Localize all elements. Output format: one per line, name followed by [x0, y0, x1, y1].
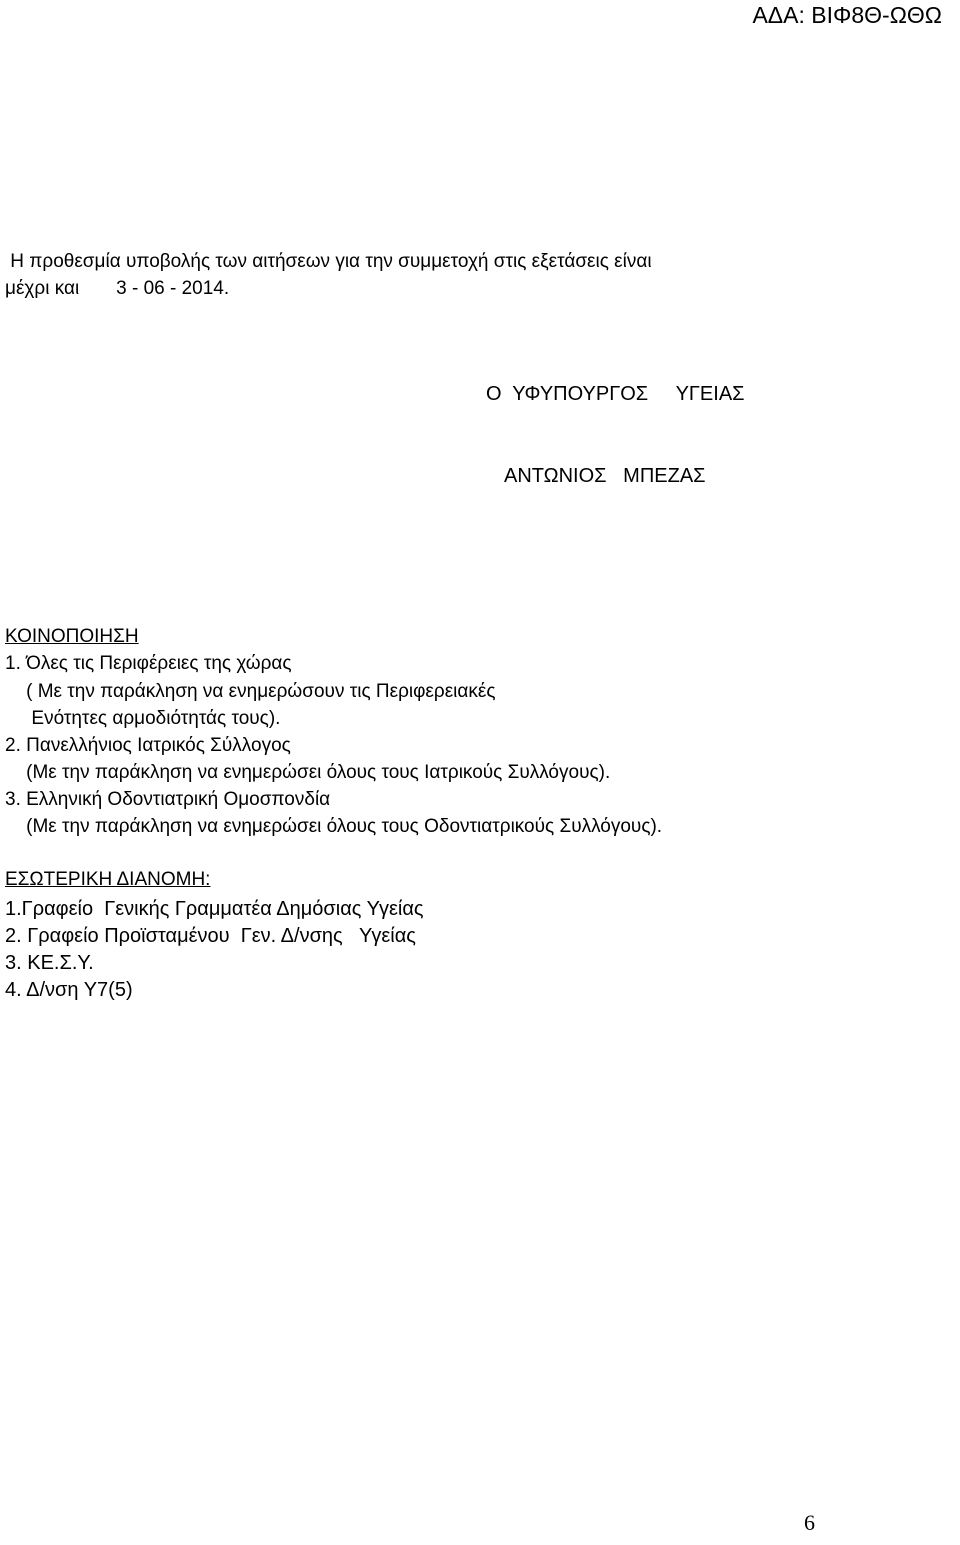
notification-heading: ΚΟΙΝΟΠΟΙΗΣΗ: [5, 626, 139, 647]
page-number: 6: [804, 1510, 815, 1535]
internal-distribution-heading: ΕΣΩΤΕΡΙΚΗ ΔΙΑΝΟΜΗ:: [5, 869, 211, 890]
notification-line: Ενότητες αρμοδιότητάς τους).: [5, 708, 281, 729]
deadline-line-1: Η προθεσμία υποβολής των αιτήσεων για την συμμετοχή στις εξετάσεις είναι: [5, 251, 652, 272]
distribution-line: 2. Γραφείο Προϊσταμένου Γεν. Δ/νσης Υγείας: [5, 925, 416, 947]
notification-line: 3. Ελληνική Οδοντιατρική Ομοσπονδία: [5, 789, 331, 810]
distribution-line: 1.Γραφείο Γενικής Γραμματέα Δημόσιας Υγείας: [5, 898, 424, 920]
distribution-line: 4. Δ/νση Υ7(5): [5, 979, 133, 1001]
notification-line: 1. Όλες τις Περιφέρειες της χώρας: [5, 653, 292, 674]
ada-code: ΑΔΑ: ΒΙΦ8Θ-ΩΘΩ: [752, 2, 942, 28]
notification-line: (Με την παράκληση να ενημερώσει όλους τους Οδοντιατρικούς Συλλόγους).: [5, 816, 663, 837]
signatory-name: ΑΝΤΩΝΙΟΣ ΜΠΕΖΑΣ: [504, 465, 706, 487]
distribution-line: 3. ΚΕ.Σ.Υ.: [5, 952, 94, 974]
notification-line: (Με την παράκληση να ενημερώσει όλους τους Ιατρικούς Συλλόγους).: [5, 762, 611, 783]
deadline-line-2: μέχρι και 3 - 06 - 2014.: [5, 278, 230, 299]
notification-line: ( Με την παράκληση να ενημερώσουν τις Περιφερειακές: [5, 681, 496, 702]
notification-line: 2. Πανελλήνιος Ιατρικός Σύλλογος: [5, 735, 291, 756]
signatory-title: Ο ΥΦΥΠΟΥΡΓΟΣ ΥΓΕΙΑΣ: [486, 383, 745, 405]
